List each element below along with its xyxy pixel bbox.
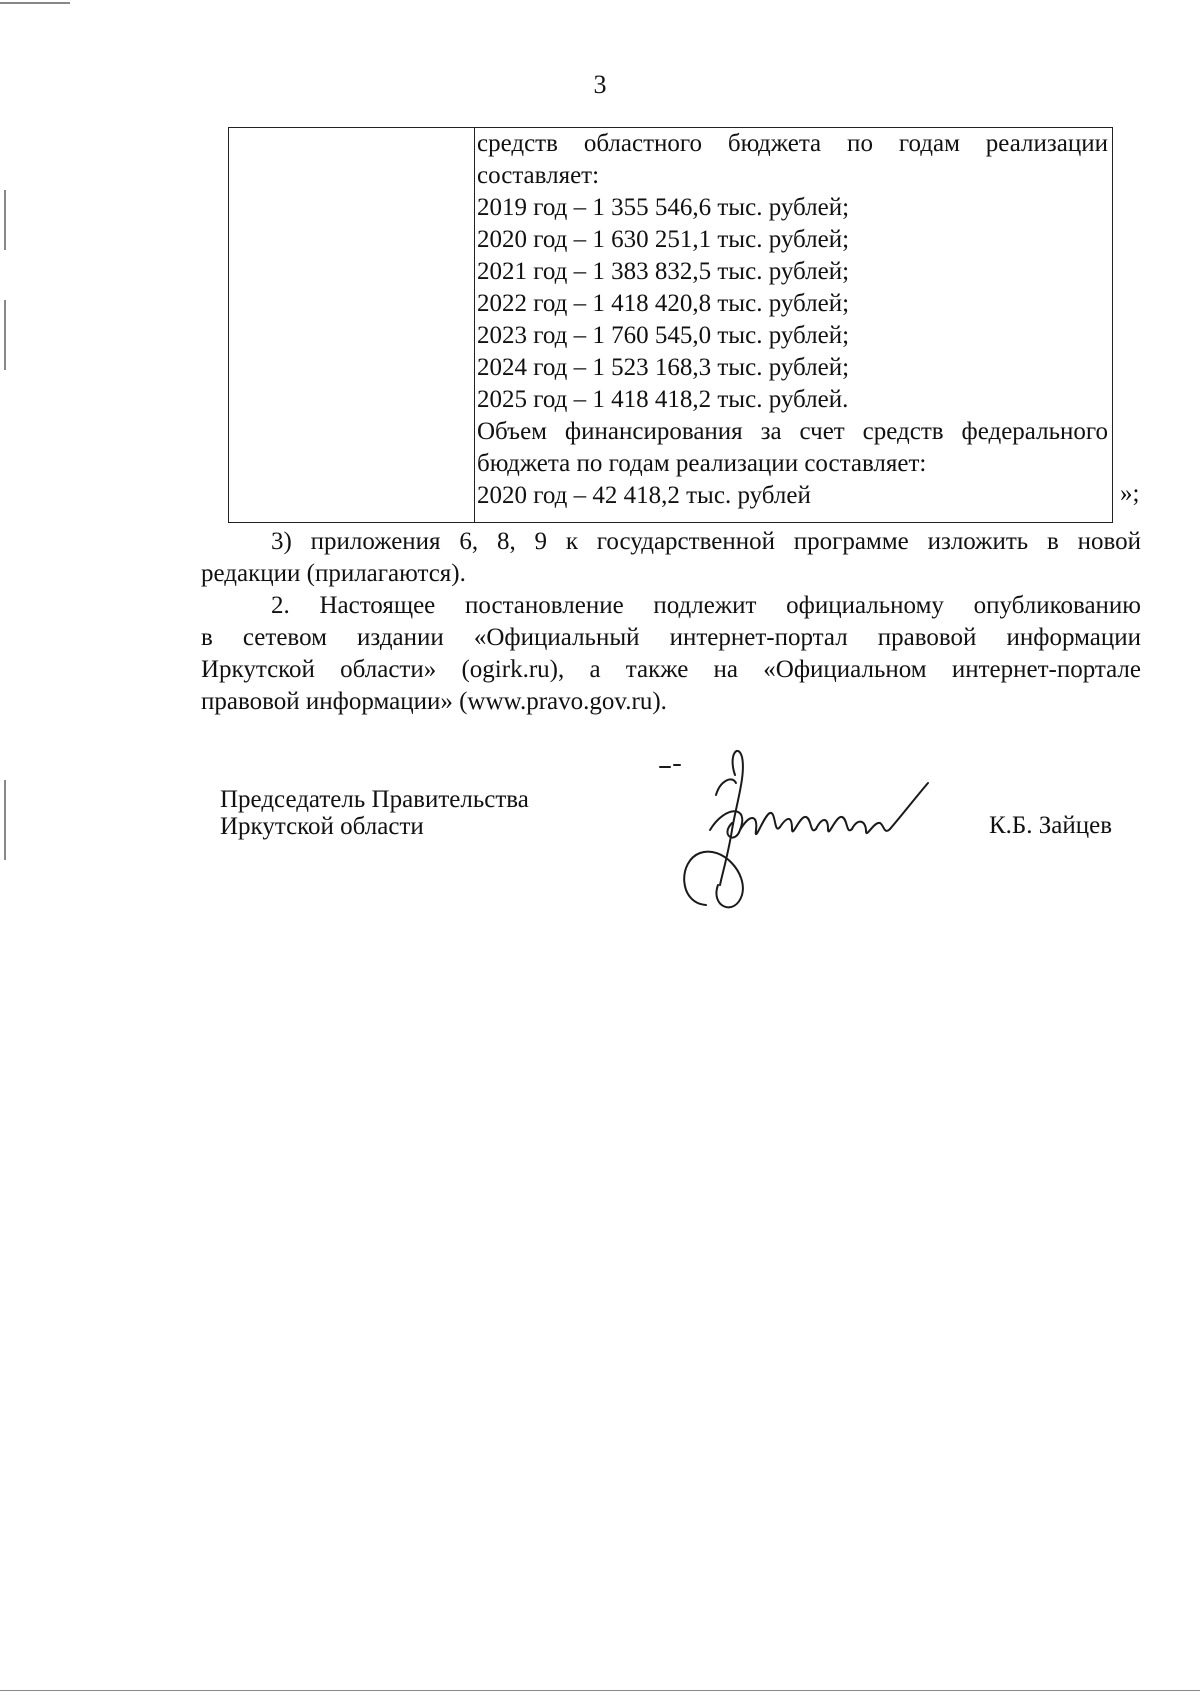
scan-margin-mark <box>4 780 6 860</box>
paragraph-line: редакции (прилагаются). <box>201 560 466 587</box>
signatory-title-line: Председатель Правительства <box>220 786 529 813</box>
paragraph-line: 2. Настоящее постановление подлежит официальному опубликованию <box>271 592 1141 619</box>
signatory-title <box>220 786 529 840</box>
scan-bottom-edge <box>0 1690 1200 1691</box>
budget-table <box>228 127 1113 523</box>
regional-budget-year: 2025 год – 1 418 418,2 тыс. рублей. <box>477 386 849 413</box>
federal-budget-year: 2020 год – 42 418,2 тыс. рублей <box>477 482 811 509</box>
page-number: 3 <box>593 70 607 99</box>
handwritten-signature <box>640 735 950 915</box>
regional-budget-year: 2021 год – 1 383 832,5 тыс. рублей; <box>477 258 850 285</box>
item-3-paragraph <box>201 526 1141 590</box>
table-right-cell <box>475 128 1112 522</box>
paragraph-line: 3) приложения 6, 8, 9 к государственной программе изложить в новой <box>271 528 1141 555</box>
paragraph-line: правовой информации» (www.pravo.gov.ru). <box>201 688 667 715</box>
signatory-title-line: Иркутской области <box>220 813 424 840</box>
scan-top-edge <box>0 2 70 4</box>
table-text-line: средств областного бюджета по годам реализации <box>477 130 1108 157</box>
item-2-paragraph <box>201 590 1141 718</box>
regional-budget-year: 2023 год – 1 760 545,0 тыс. рублей; <box>477 322 850 349</box>
paragraph-line: Иркутской области» (ogirk.ru), а также на «Официальном интернет-портале <box>201 656 1141 683</box>
scan-margin-mark <box>4 190 6 250</box>
regional-budget-year: 2019 год – 1 355 546,6 тыс. рублей; <box>477 194 850 221</box>
table-text-line: бюджета по годам реализации составляет: <box>477 450 927 477</box>
regional-budget-year: 2022 год – 1 418 420,8 тыс. рублей; <box>477 290 850 317</box>
scan-margin-mark <box>4 300 6 370</box>
regional-budget-year: 2020 год – 1 630 251,1 тыс. рублей; <box>477 226 850 253</box>
table-text-line: Объем финансирования за счет средств федерального <box>477 418 1108 445</box>
table-left-cell <box>229 128 475 522</box>
table-text-line: составляет: <box>477 162 600 189</box>
paragraph-line: в сетевом издании «Официальный интернет-портал правовой информации <box>201 624 1141 651</box>
signatory-name: К.Б. Зайцев <box>989 812 1113 839</box>
closing-quote: »; <box>1120 480 1140 507</box>
regional-budget-year: 2024 год – 1 523 168,3 тыс. рублей; <box>477 354 850 381</box>
